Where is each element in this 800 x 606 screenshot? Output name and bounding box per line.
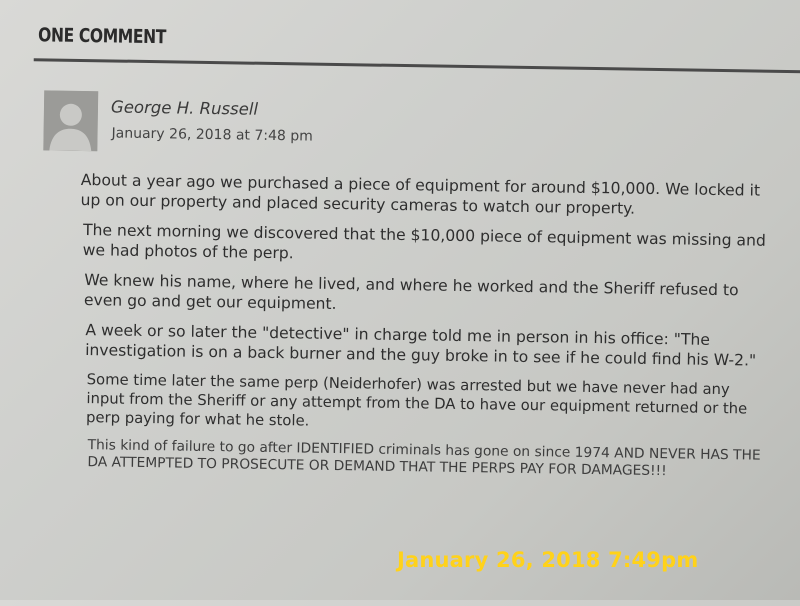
comment-paragraph: A week or so later the "detective" in charge told me in person in his office: "The investigation is on a back burner and the guy broke in to see if he could find his W-2." (85, 321, 757, 370)
comment-paragraph: Some time later the same perp (Neiderhofer) was arrested but we have never had any input from the Sheriff or any attempt from the DA to have our equipment returned or the perp paying for what he stole. (85, 371, 748, 430)
comment-paragraph: This kind of failure to go after IDENTIFIED criminals has gone on since 1974 AND NEVER HAS THE DA ATTEMPTED TO PROSECUTE OR DEMAND THAT THE PERPS PAY FOR DAMAGES!!! (87, 437, 761, 480)
comment-paragraph: We knew his name, where he lived, and where he worked and the Sheriff refused to even go and get our equipment. (83, 271, 739, 314)
comment-body (76, 170, 771, 492)
comment-date-link[interactable]: January 26, 2018 at 7:48 pm (111, 125, 313, 145)
heading-divider (34, 58, 800, 73)
comments-heading: ONE COMMENT (37, 24, 167, 49)
timestamp-overlay: January 26, 2018 7:49pm (397, 548, 699, 572)
comment-paragraph: About a year ago we purchased a piece of equipment for around $10,000. We locked it up on our property and placed security cameras to watch our property. (80, 170, 761, 218)
comment-paragraph: The next morning we discovered that the $10,000 piece of equipment was missing and we had photos of the perp. (82, 221, 766, 263)
default-user-avatar-icon[interactable] (43, 90, 98, 151)
comment-author-link[interactable]: George H. Russell (110, 97, 259, 119)
